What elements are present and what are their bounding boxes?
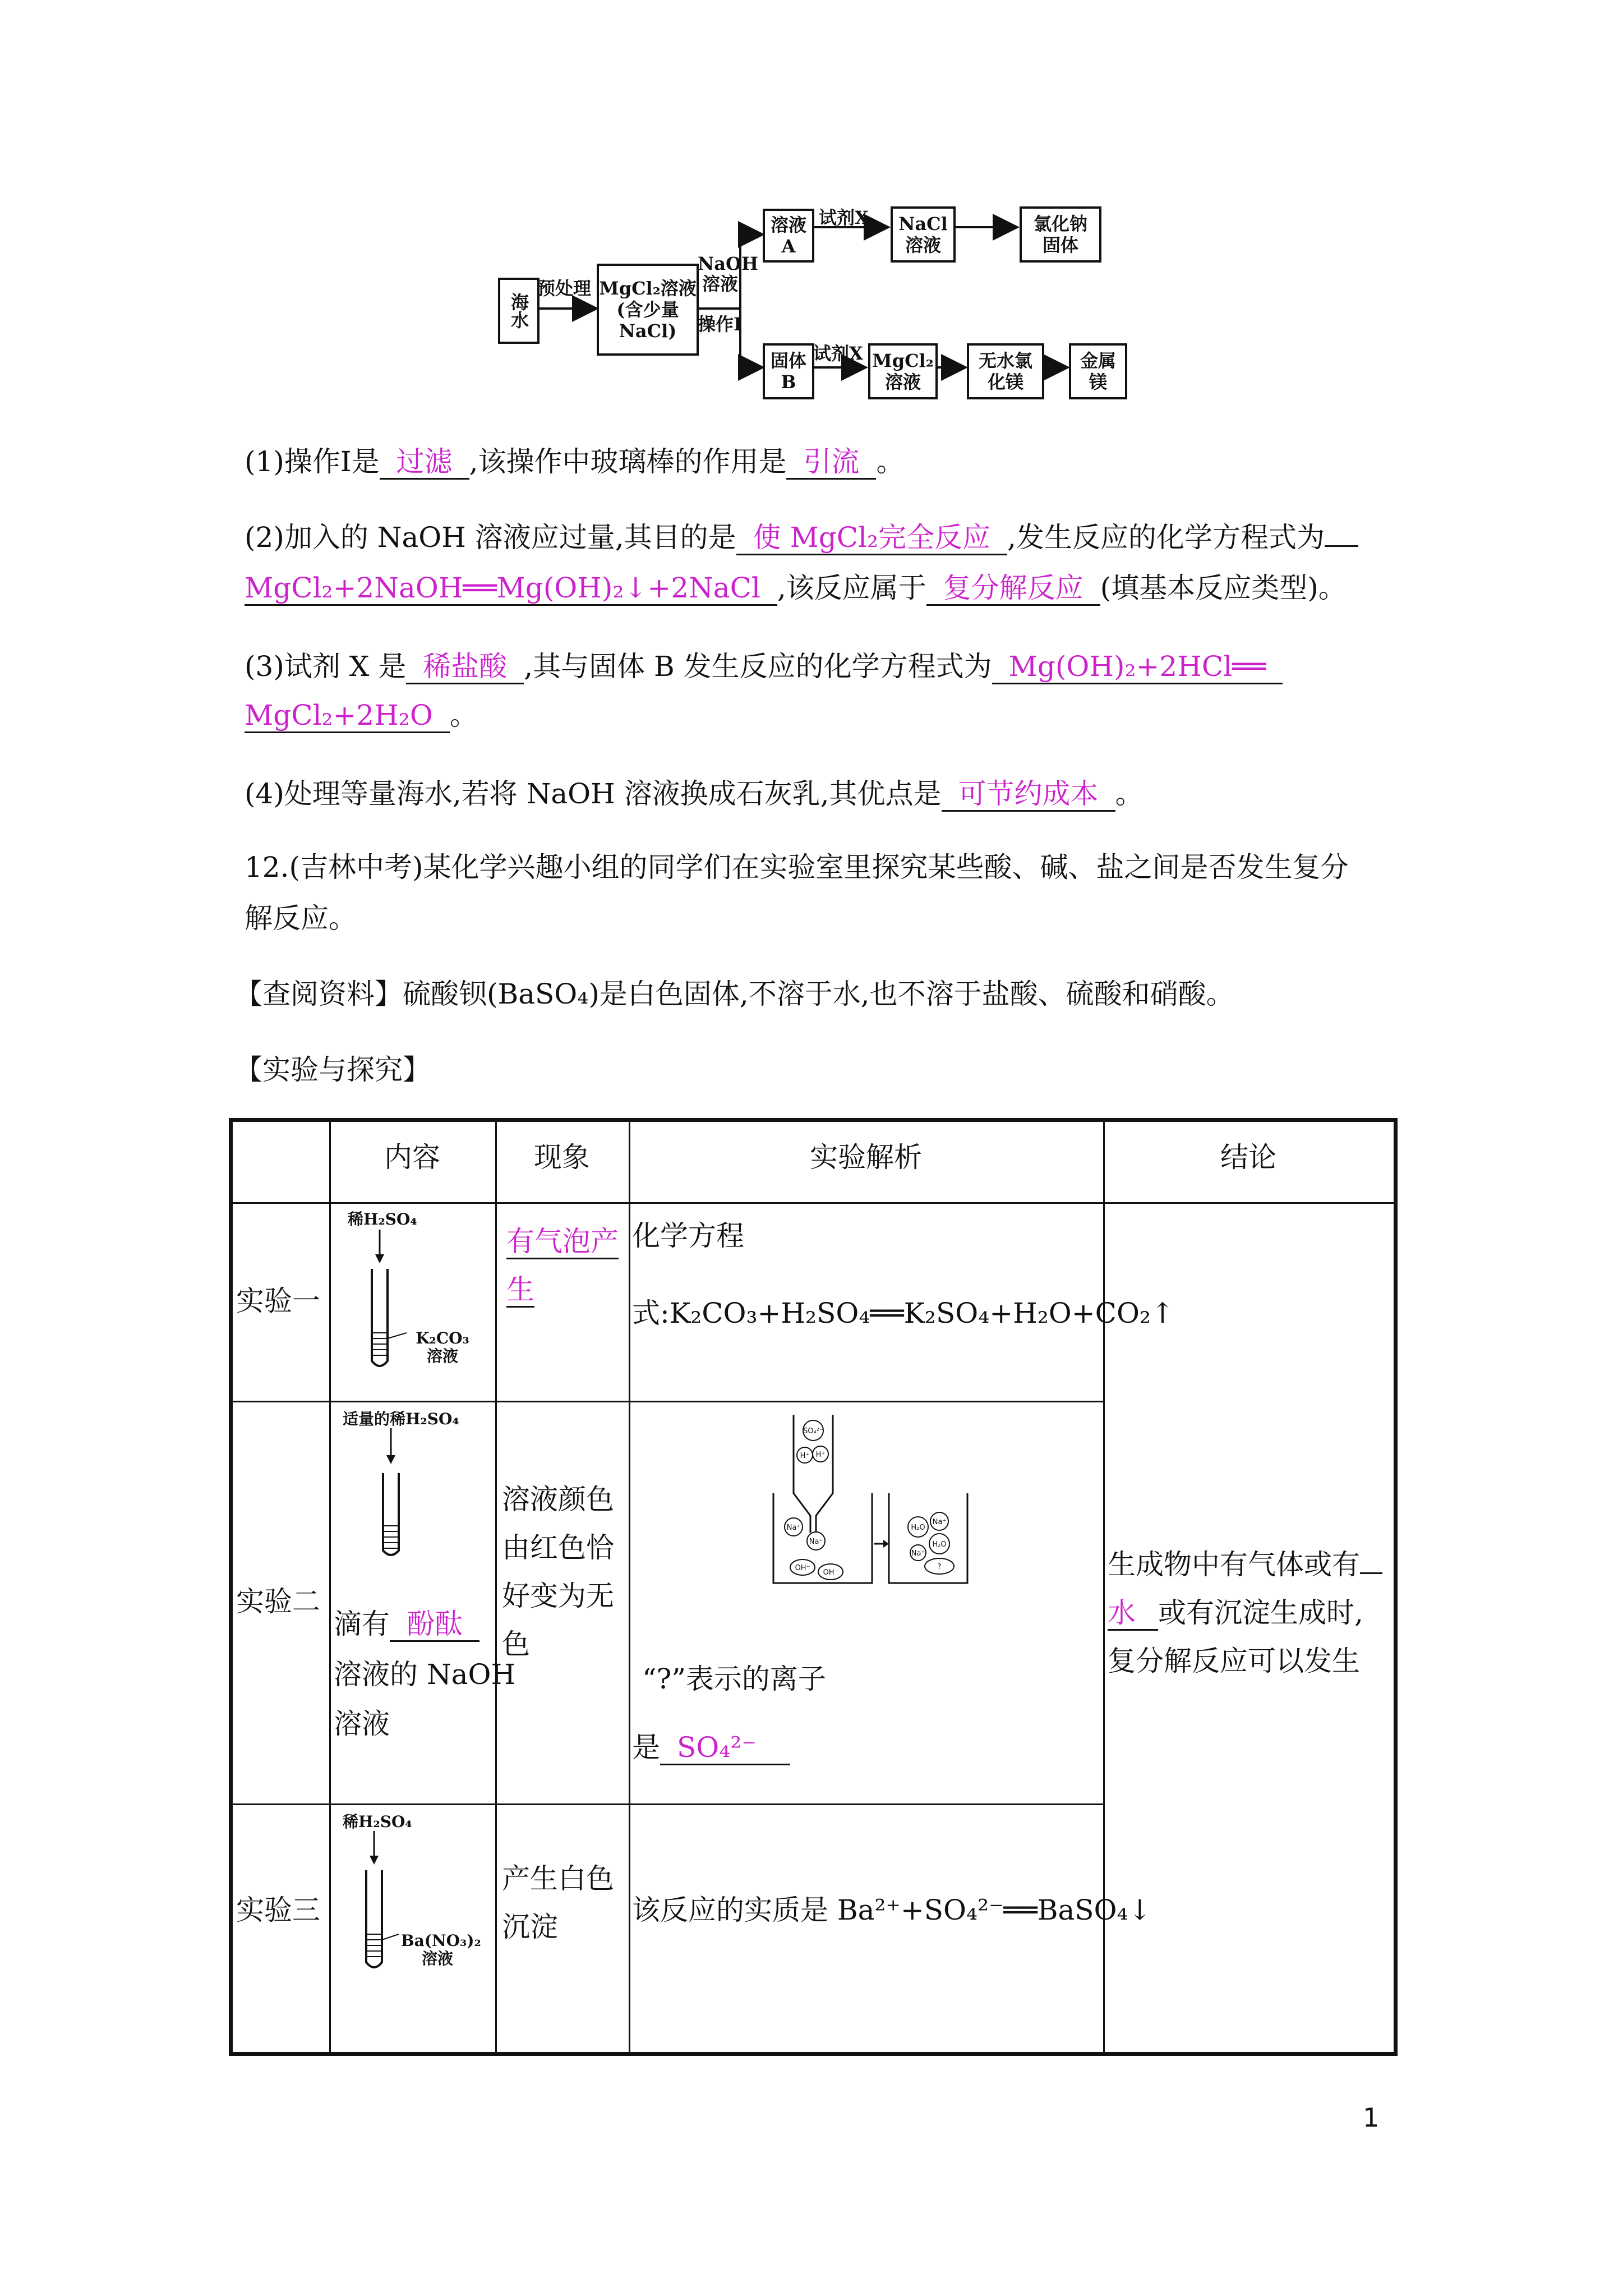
row1-phenomenon xyxy=(506,1217,624,1314)
question-1 xyxy=(245,445,904,478)
metal-mg-box xyxy=(1069,343,1127,399)
ion-label: H₂O xyxy=(911,1524,925,1532)
row2-solution-2: 溶液 xyxy=(334,1708,390,1740)
row3-reagent: 稀H₂SO₄ xyxy=(343,1812,412,1831)
q3-answer-1: 稀盐酸 xyxy=(406,650,524,684)
q3-text-mid: ,其与固体 B 发生反应的化学方程式为 xyxy=(524,650,992,683)
table-hline-3 xyxy=(233,1803,1103,1805)
q2-text-end: (填基本反应类型)。 xyxy=(1100,572,1347,604)
ion-reaction-diagram xyxy=(771,1409,973,1594)
row1-reagent: 稀H₂SO₄ xyxy=(348,1210,417,1228)
solid-b-box xyxy=(763,343,814,399)
question-3-line-2 xyxy=(245,698,478,732)
ion-label: OH⁻ xyxy=(795,1564,810,1572)
row2-question-prefix: 是 xyxy=(632,1731,660,1764)
table-vline-3 xyxy=(629,1122,630,2052)
ion-label: H₂O xyxy=(932,1540,947,1549)
row2-drip-answer: 酚酞 xyxy=(390,1608,479,1642)
q1-answer-2: 引流 xyxy=(786,445,876,480)
row2-solution-1: 溶液的 NaOH xyxy=(334,1658,516,1691)
table-hline-1 xyxy=(233,1202,1394,1204)
question-4 xyxy=(245,777,1144,811)
conclusion-text-1: 生成物中有气体或有 xyxy=(1108,1548,1360,1581)
table-hline-2 xyxy=(233,1401,1103,1402)
row3-solution: Ba(NO₃)₂ 溶液 xyxy=(401,1931,481,1968)
header-analysis: 实验解析 xyxy=(810,1141,922,1174)
nacl-solution-box xyxy=(891,206,956,263)
q4-text-end: 。 xyxy=(1115,777,1144,810)
test-tube-icon-2 xyxy=(373,1425,440,1559)
row2-question-answer: SO₄²⁻ xyxy=(660,1731,790,1765)
row1-analysis-2: 式:K₂CO₃+H₂SO₄══K₂SO₄+H₂O+CO₂↑ xyxy=(632,1297,1174,1329)
row2-reagent: 适量的稀H₂SO₄ xyxy=(343,1410,459,1428)
q4-text: (4)处理等量海水,若将 NaOH 溶液换成石灰乳,其优点是 xyxy=(245,777,942,810)
row2-phenomenon-3: 好变为无 xyxy=(502,1580,614,1612)
q1-text: (1)操作Ⅰ是 xyxy=(245,445,380,478)
row2-name: 实验二 xyxy=(236,1585,320,1618)
q2-answer-1: 使 MgCl₂完全反应 xyxy=(736,521,1007,555)
q1-text-end: 。 xyxy=(876,445,905,478)
question-2-line-1 xyxy=(245,521,1358,554)
solution-a-label: 溶液 A xyxy=(770,214,806,257)
pretreat-label: 预处理 xyxy=(537,278,592,299)
ion-label: ? xyxy=(937,1563,942,1571)
metal-mg-label: 金属 镁 xyxy=(1080,350,1116,393)
reagent-x-bottom-label: 试剂X xyxy=(813,343,863,364)
table-vline-1 xyxy=(329,1122,331,2052)
q2-text-mid: ,发生反应的化学方程式为 xyxy=(1007,521,1325,554)
seawater-label: 海水 xyxy=(508,293,529,329)
test-tube-icon xyxy=(356,1226,491,1395)
row2-drip xyxy=(334,1600,479,1648)
ion-label: Na⁺ xyxy=(809,1538,823,1546)
ion-label: OH⁻ xyxy=(823,1568,838,1577)
header-conclusion: 结论 xyxy=(1220,1141,1276,1174)
q2-blank xyxy=(1325,545,1358,547)
solid-b-label: 固体 B xyxy=(770,350,806,393)
naoh-label: NaOH 溶液 xyxy=(698,253,759,295)
q1-answer-1: 过滤 xyxy=(380,445,469,480)
mgcl2-solution-box xyxy=(868,343,938,399)
q2-text: (2)加入的 NaOH 溶液应过量,其目的是 xyxy=(245,521,736,554)
q3-text: (3)试剂 X 是 xyxy=(245,650,407,683)
nacl-solid-label: 氯化钠 固体 xyxy=(1033,213,1087,256)
q2-answer-3: 复分解反应 xyxy=(926,572,1100,606)
section-heading: 【实验与探究】 xyxy=(234,1053,431,1086)
q4-answer: 可节约成本 xyxy=(942,777,1115,812)
ion-label: Na⁺ xyxy=(932,1518,947,1526)
q2-text-mid2: ,该反应属于 xyxy=(777,572,926,604)
anhydrous-mgcl2-label: 无水氯 化镁 xyxy=(978,350,1032,393)
reagent-x-top-label: 试剂X xyxy=(819,207,869,228)
table-vline-2 xyxy=(495,1122,497,2052)
row3-phenomenon-2: 沉淀 xyxy=(502,1911,558,1943)
row3-analysis: 该反应的实质是 Ba²⁺+SO₄²⁻══BaSO₄↓ xyxy=(632,1894,1152,1926)
conclusion-line-1 xyxy=(1108,1540,1382,1589)
conclusion-answer: 水 xyxy=(1108,1596,1158,1631)
page-number: 1 xyxy=(1363,2102,1380,2133)
mgcl2-solution-label: MgCl₂ 溶液 xyxy=(872,350,934,393)
row1-solution: K₂CO₃ 溶液 xyxy=(416,1329,469,1365)
row2-question-text: “?”表示的离子 xyxy=(642,1663,826,1695)
test-tube-icon-3 xyxy=(351,1828,485,1996)
row2-phenomenon-4: 色 xyxy=(502,1628,530,1660)
header-content: 内容 xyxy=(384,1141,440,1174)
nacl-solution-label: NaCl 溶液 xyxy=(898,213,948,256)
q1-text-mid: ,该操作中玻璃棒的作用是 xyxy=(469,445,787,478)
op1-label: 操作Ⅰ xyxy=(698,314,742,335)
ion-label: SO₄²⁻ xyxy=(803,1427,823,1435)
row1-name: 实验一 xyxy=(236,1285,320,1317)
conclusion-line-2 xyxy=(1108,1589,1363,1637)
conclusion-line-3: 复分解反应可以发生 xyxy=(1108,1645,1360,1677)
q3-equation-2: MgCl₂+2H₂O xyxy=(245,699,450,733)
row2-phenomenon-1: 溶液颜色 xyxy=(502,1483,614,1516)
question-12-line-2: 解反应。 xyxy=(245,902,357,935)
mgcl2-box xyxy=(597,264,699,356)
row1-phenomenon-answer: 有气泡产生 xyxy=(506,1225,619,1308)
q2-equation: MgCl₂+2NaOH══Mg(OH)₂↓+2NaCl xyxy=(245,572,777,606)
conclusion-text-2: 或有沉淀生成时, xyxy=(1158,1596,1363,1629)
q3-equation-1: Mg(OH)₂+2HCl══ xyxy=(992,650,1283,684)
solution-a-box xyxy=(763,209,814,263)
ion-label: H⁺ xyxy=(815,1451,826,1459)
anhydrous-mgcl2-box xyxy=(967,343,1044,399)
ion-label: Na⁺ xyxy=(786,1524,801,1532)
row2-drip-text: 滴有 xyxy=(334,1608,390,1640)
reference-info: 【查阅资料】硫酸钡(BaSO₄)是白色固体,不溶于水,也不溶于盐酸、硫酸和硝酸。 xyxy=(234,978,1234,1010)
ion-label: H⁺ xyxy=(800,1452,810,1460)
header-phenomenon: 现象 xyxy=(534,1141,590,1174)
seawater-box xyxy=(498,278,540,344)
mgcl2-label: MgCl₂溶液 (含少量 NaCl) xyxy=(599,278,697,342)
row3-phenomenon-1: 产生白色 xyxy=(502,1862,614,1895)
row2-question-answer-line xyxy=(632,1723,790,1772)
row1-analysis-1: 化学方程 xyxy=(632,1220,744,1252)
row2-phenomenon-2: 由红色恰 xyxy=(502,1531,614,1564)
question-12-line-1: 12.(吉林中考)某化学兴趣小组的同学们在实验室里探究某些酸、碱、盐之间是否发生复分 xyxy=(245,851,1349,884)
question-2-line-2 xyxy=(245,571,1347,605)
ion-label: Na⁺ xyxy=(911,1549,925,1558)
q3-text-end: 。 xyxy=(449,699,478,731)
nacl-solid-box xyxy=(1020,206,1101,263)
experiment-table xyxy=(229,1118,1398,2056)
conclusion-blank xyxy=(1360,1572,1382,1574)
question-3-line-1 xyxy=(245,650,1283,683)
row3-name: 实验三 xyxy=(236,1894,320,1926)
